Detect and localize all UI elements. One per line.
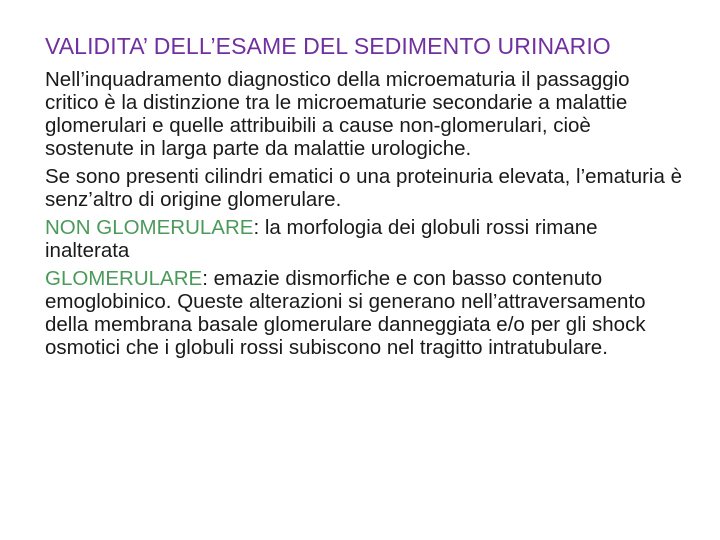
- paragraph-glomerulare: [45, 267, 685, 359]
- slide-body: [45, 68, 685, 364]
- paragraph-non-glomerulare: [45, 216, 685, 262]
- definition-glomerulare: : emazie dismorfiche e con basso contenuto emoglobinico. Queste alterazioni si generano nell’attraversamento della membrana basale glomerulare danneggiata e/o per gli shock osmotici che i globuli rossi subiscono nel tragitto intratubulare.: [45, 267, 646, 359]
- term-glomerulare: GLOMERULARE: [45, 267, 203, 290]
- paragraph-cilindri: Se sono presenti cilindri ematici o una proteinuria elevata, l’ematuria è senz’altro di origine glomerulare.: [45, 165, 682, 211]
- term-non-glomerulare: NON GLOMERULARE: [45, 216, 254, 239]
- slide-title: VALIDITA’ DELL’ESAME DEL SEDIMENTO URINARIO: [45, 33, 611, 59]
- definition-non-glomerulare: : la morfologia dei globuli rossi rimane inalterata: [45, 216, 598, 262]
- paragraph-microematuria: Nell’inquadramento diagnostico della microematuria il passaggio critico è la distinzione tra le microematurie secondarie a malattie glomerulari e quelle attribuibili a cause non-glomerulari, cioè sostenute in larga parte da malattie urologiche.: [45, 68, 630, 160]
